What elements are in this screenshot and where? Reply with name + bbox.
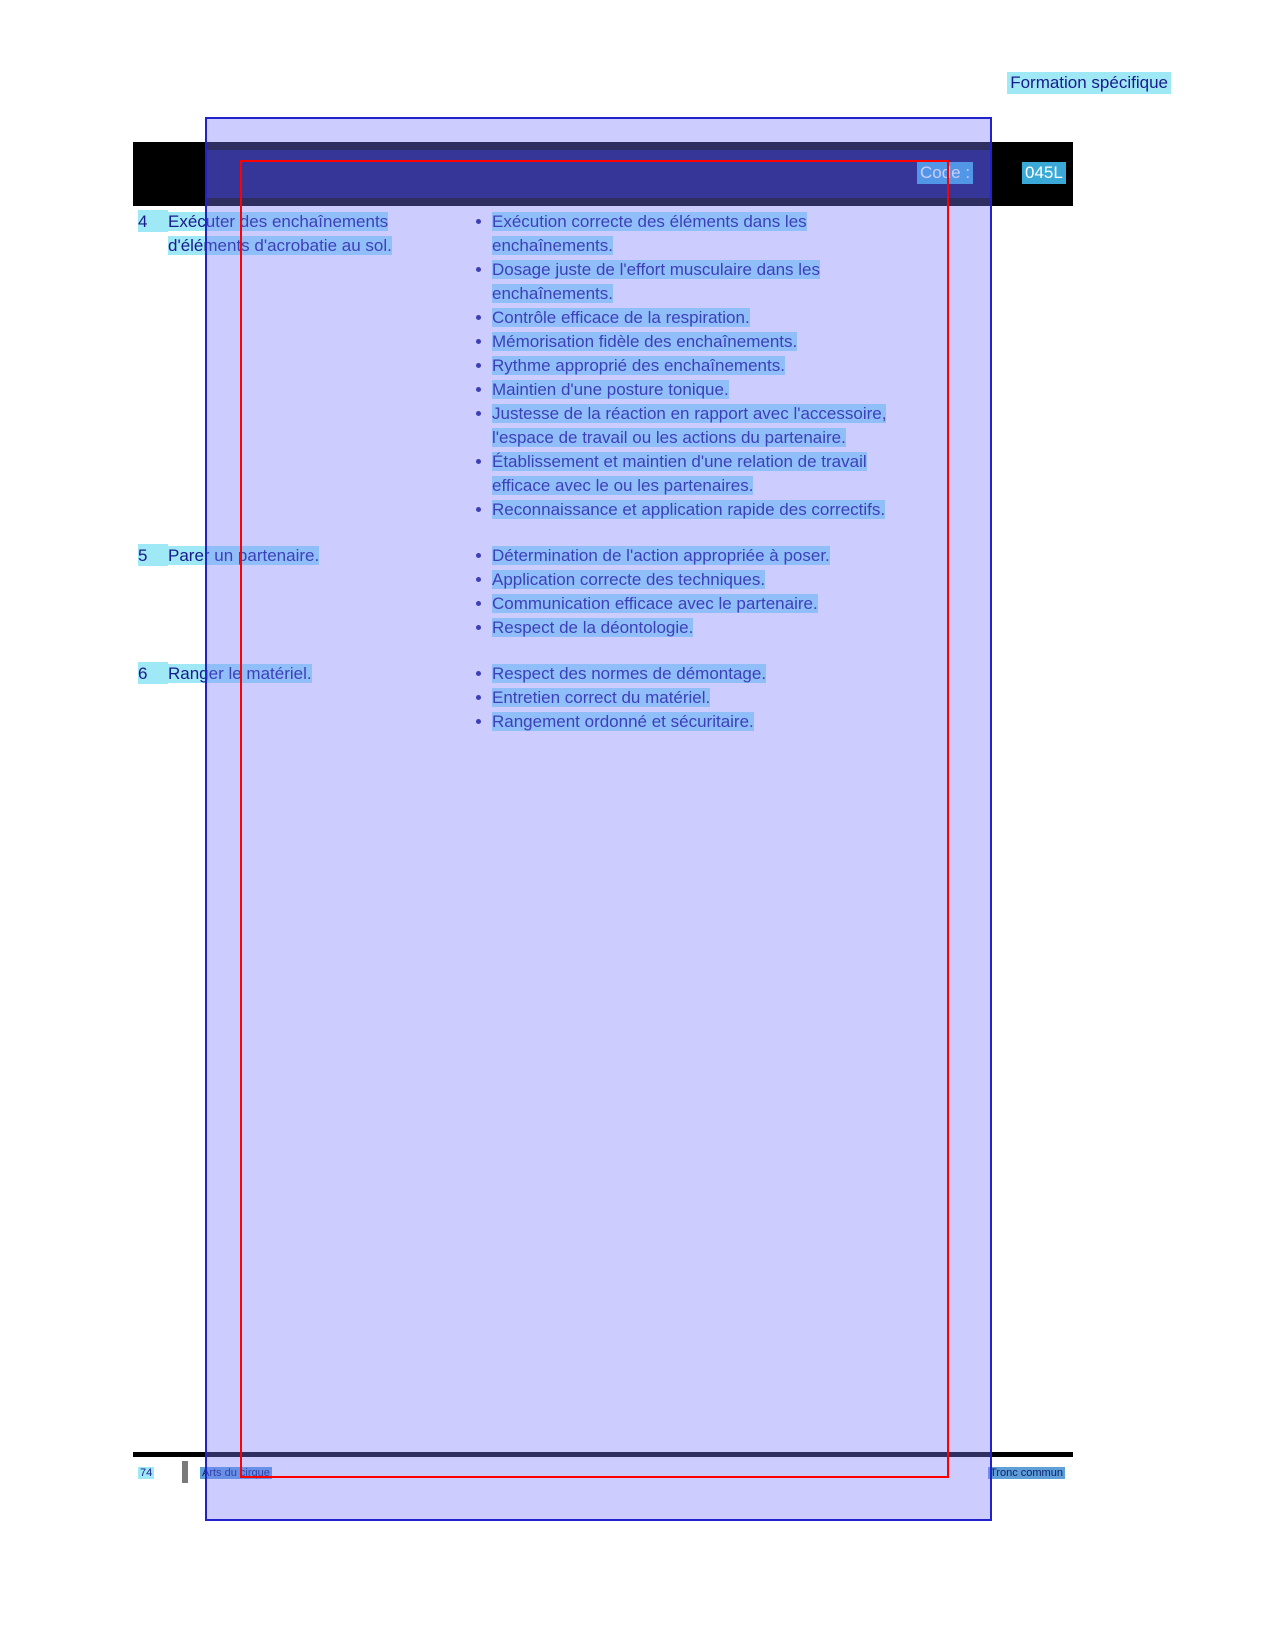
task — [138, 210, 470, 258]
task-label: Parer un partenaire. — [168, 546, 320, 565]
list-item: Application correcte des techniques. — [470, 568, 912, 592]
criteria-cell — [470, 210, 940, 522]
list-item: Justesse de la réaction en rapport avec l'accessoire, l'espace de travail ou les actions du partenaire. — [470, 402, 912, 450]
footer-divider — [133, 1452, 1073, 1457]
bullet-icon — [476, 719, 481, 724]
list-item: Exécution correcte des éléments dans les enchaînements. — [470, 210, 912, 258]
bullet-icon — [476, 507, 481, 512]
task-cell — [0, 544, 470, 640]
table-row — [0, 544, 1275, 640]
task-number: 5 — [138, 544, 168, 566]
code-label: Code : — [917, 162, 973, 184]
task-cell — [0, 662, 470, 734]
bullet-icon — [476, 387, 481, 392]
competency-table — [0, 210, 1275, 756]
task — [138, 544, 470, 568]
footer-document-title: Arts du cirque — [202, 1467, 270, 1479]
code-value: 045L — [1022, 162, 1066, 184]
footer-marker — [182, 1461, 188, 1483]
task-label: Ranger le matériel. — [168, 664, 312, 683]
list-item: Détermination de l'action appropriée à poser. — [470, 544, 912, 568]
task-cell — [0, 210, 470, 522]
table-row — [0, 662, 1275, 734]
task-number: 4 — [138, 210, 168, 232]
criteria-cell — [470, 662, 940, 734]
bullet-icon — [476, 339, 481, 344]
list-item: Rythme approprié des enchaînements. — [470, 354, 912, 378]
footer-section: Tronc commun — [990, 1467, 1063, 1479]
bullet-icon — [476, 577, 481, 582]
header-navy-bar — [205, 150, 992, 198]
list-item: Respect des normes de démontage. — [470, 662, 912, 686]
page-number: 74 — [140, 1467, 153, 1479]
list-item: Reconnaissance et application rapide des correctifs. — [470, 498, 912, 522]
list-item: Dosage juste de l'effort musculaire dans les enchaînements. — [470, 258, 912, 306]
task — [138, 662, 470, 686]
bullet-icon — [476, 553, 481, 558]
page-footer — [0, 1467, 1275, 1483]
list-item: Rangement ordonné et sécuritaire. — [470, 710, 912, 734]
list-item: Entretien correct du matériel. — [470, 686, 912, 710]
bullet-icon — [476, 695, 481, 700]
criteria-cell — [470, 544, 940, 640]
bullet-icon — [476, 411, 481, 416]
criteria-list — [470, 544, 940, 640]
bullet-icon — [476, 219, 481, 224]
bullet-icon — [476, 315, 481, 320]
list-item: Communication efficace avec le partenaire. — [470, 592, 912, 616]
bullet-icon — [476, 363, 481, 368]
criteria-list — [470, 210, 940, 522]
list-item: Établissement et maintien d'une relation de travail efficace avec le ou les partenaires. — [470, 450, 912, 498]
bullet-icon — [476, 601, 481, 606]
list-item: Mémorisation fidèle des enchaînements. — [470, 330, 912, 354]
list-item: Contrôle efficace de la respiration. — [470, 306, 912, 330]
bullet-icon — [476, 671, 481, 676]
list-item: Respect de la déontologie. — [470, 616, 912, 640]
bullet-icon — [476, 625, 481, 630]
section-header-label: Formation spécifique — [1007, 72, 1171, 94]
bullet-icon — [476, 267, 481, 272]
task-number: 6 — [138, 662, 168, 684]
table-row — [0, 210, 1275, 522]
list-item: Maintien d'une posture tonique. — [470, 378, 912, 402]
bullet-icon — [476, 459, 481, 464]
criteria-list — [470, 662, 940, 734]
task-label: Exécuter des enchaînements d'éléments d'acrobatie au sol. — [168, 212, 392, 255]
